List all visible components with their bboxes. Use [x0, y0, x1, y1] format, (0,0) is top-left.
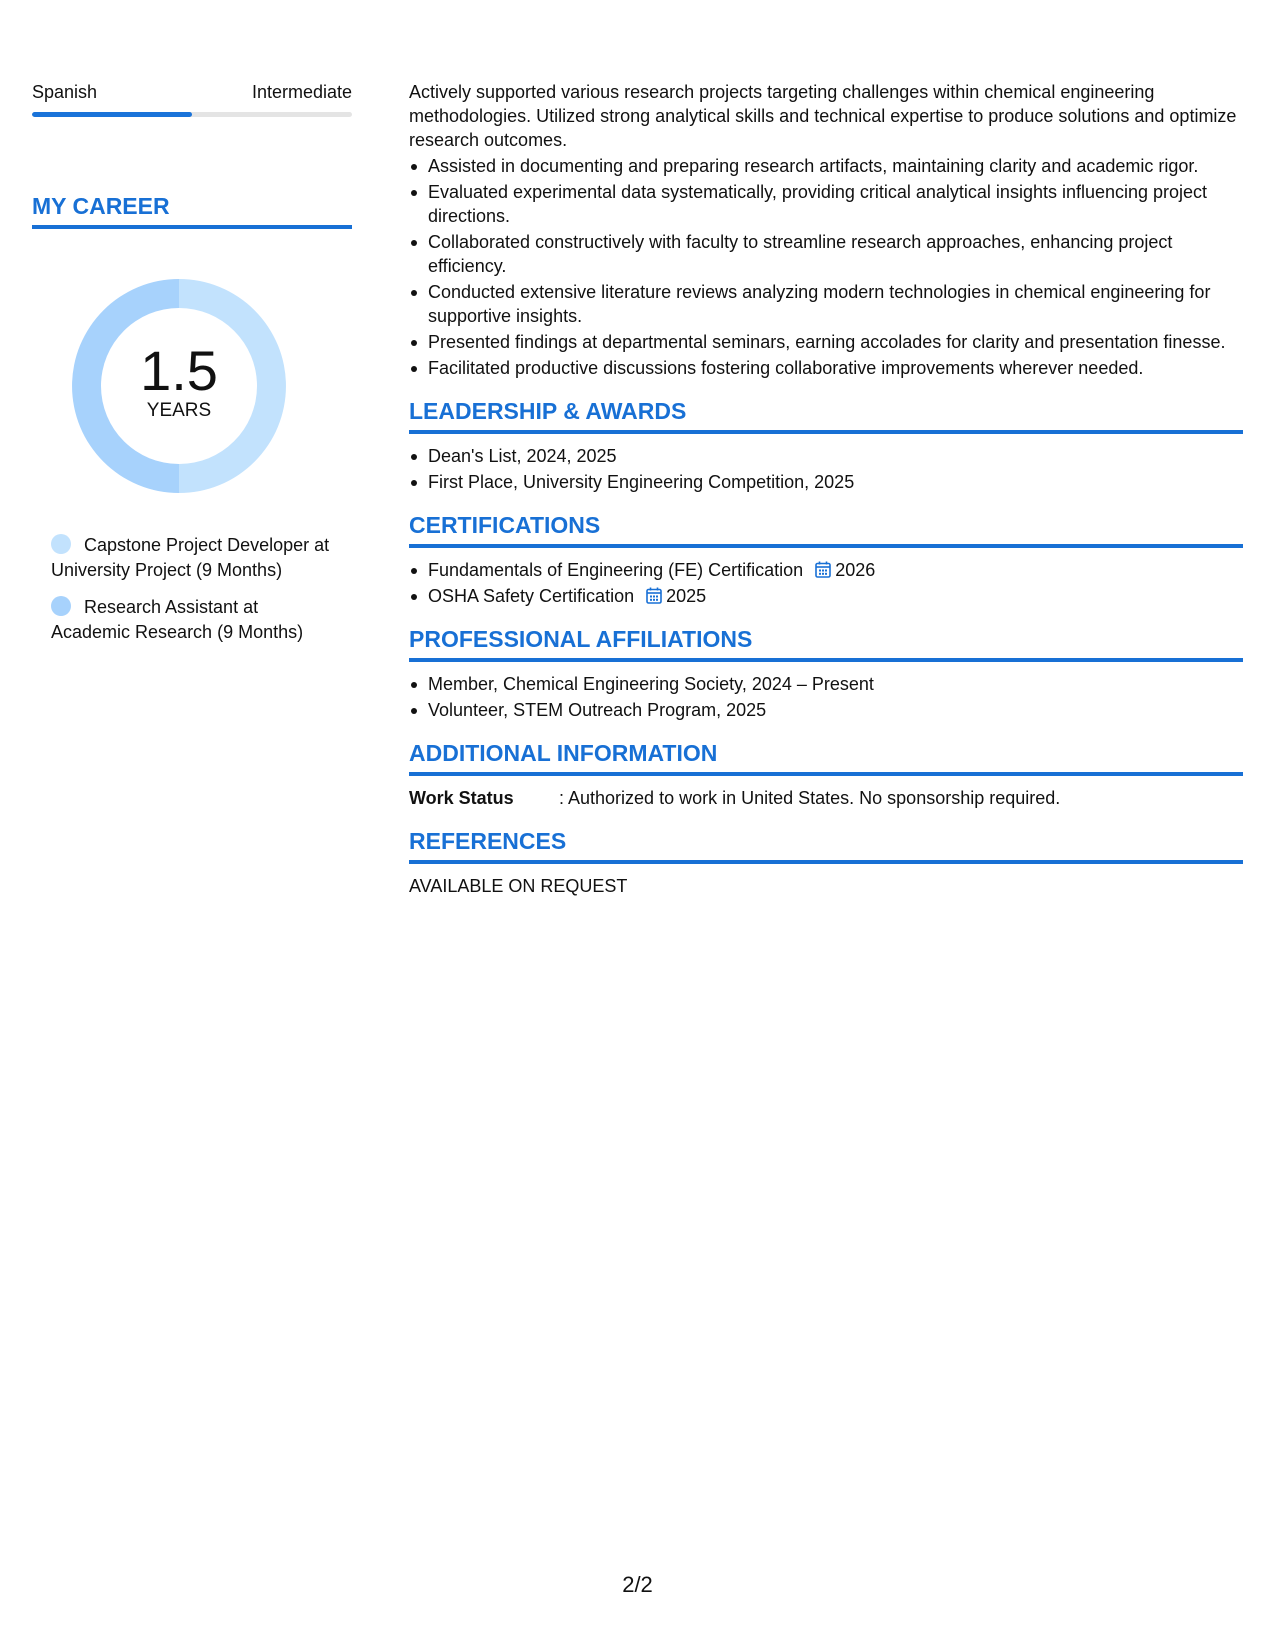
certification-year: 2025 — [666, 586, 707, 606]
experience-bullet: Evaluated experimental data systematically, providing critical analytical insights influencing project directions. — [428, 180, 1243, 228]
certification-name: OSHA Safety Certification — [428, 586, 635, 606]
left-column — [32, 80, 352, 657]
leadership-list — [428, 444, 1243, 494]
experience-bullet: Assisted in documenting and preparing research artifacts, maintaining clarity and academic rigor. — [428, 154, 1243, 178]
leadership-section-title: LEADERSHIP & AWARDS — [409, 396, 1243, 434]
experience-bullets — [428, 154, 1243, 380]
experience-summary: Actively supported various research projects targeting challenges within chemical engineering methodologies. Utilized strong analytical skills and technical expertise to produce solutions and optimize research outcomes. — [409, 82, 1237, 150]
references-text: AVAILABLE ON REQUEST — [409, 876, 628, 896]
calendar-icon — [815, 561, 831, 578]
donut-center — [66, 273, 292, 499]
experience-bullet: Facilitated productive discussions fostering collaborative improvements wherever needed. — [428, 356, 1243, 380]
legend-dot-icon — [51, 534, 71, 554]
experience-bullet: Presented findings at departmental seminars, earning accolades for clarity and presentation finesse. — [428, 330, 1243, 354]
work-status-value: : Authorized to work in United States. No sponsorship required. — [559, 788, 1061, 808]
affiliation-item: Volunteer, STEM Outreach Program, 2025 — [428, 698, 1243, 722]
calendar-icon — [646, 587, 662, 604]
certification-item — [428, 558, 1243, 582]
career-section-title: MY CAREER — [32, 191, 352, 229]
work-status-row — [409, 786, 1243, 810]
work-status-label: Work Status — [409, 788, 514, 808]
right-column — [409, 80, 1243, 898]
affiliations-list — [428, 672, 1243, 722]
language-proficiency-bar — [32, 112, 352, 117]
certifications-section-title: CERTIFICATIONS — [409, 510, 1243, 548]
experience-bullet: Conducted extensive literature reviews analyzing modern technologies in chemical engineering for supportive insights. — [428, 280, 1243, 328]
career-legend-item — [51, 533, 341, 583]
language-name: Spanish — [32, 82, 98, 102]
language-proficiency-fill — [32, 112, 192, 117]
certifications-list — [428, 558, 1243, 608]
leadership-item: Dean's List, 2024, 2025 — [428, 444, 1243, 468]
experience-bullet: Collaborated constructively with faculty to streamline research approaches, enhancing project efficiency. — [428, 230, 1243, 278]
certification-name: Fundamentals of Engineering (FE) Certification — [428, 560, 804, 580]
additional-info-section-title: ADDITIONAL INFORMATION — [409, 738, 1243, 776]
career-total-unit: YEARS — [146, 400, 212, 421]
career-legend — [51, 533, 341, 645]
legend-dot-icon — [51, 596, 71, 616]
career-total-value: 1.5 — [140, 339, 218, 402]
career-legend-item — [51, 595, 341, 645]
language-row — [32, 80, 352, 104]
leadership-item: First Place, University Engineering Competition, 2025 — [428, 470, 1243, 494]
affiliation-item: Member, Chemical Engineering Society, 2024 – Present — [428, 672, 1243, 696]
certification-item — [428, 584, 1243, 608]
certification-year: 2026 — [835, 560, 876, 580]
references-section-title: REFERENCES — [409, 826, 1243, 864]
career-donut-chart — [66, 273, 292, 499]
language-level: Intermediate — [251, 82, 352, 102]
affiliations-section-title: PROFESSIONAL AFFILIATIONS — [409, 624, 1243, 662]
career-legend-label: Capstone Project Developer at University Project (9 Months) — [51, 535, 330, 580]
career-legend-label: Research Assistant at Academic Research (9 Months) — [51, 597, 304, 642]
page-number: 2/2 — [622, 1572, 653, 1597]
